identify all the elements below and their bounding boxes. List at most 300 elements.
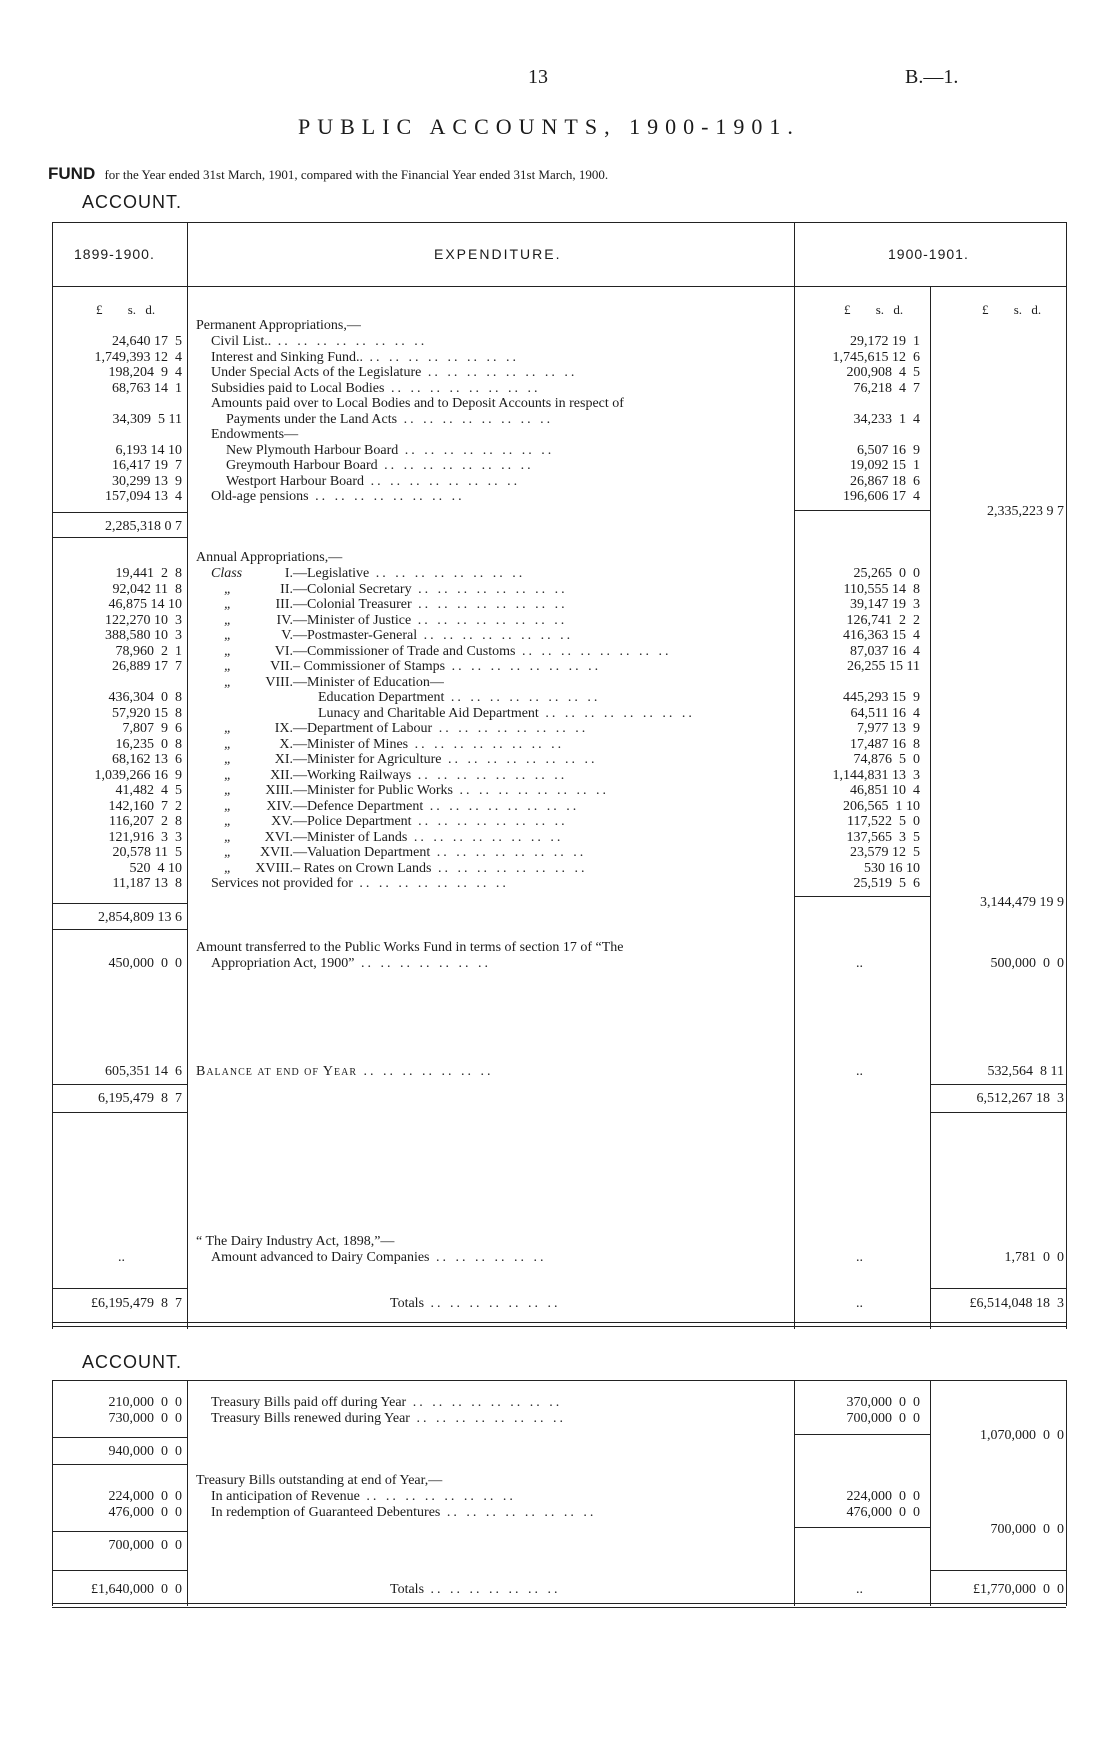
class-mark: „ xyxy=(224,829,232,845)
prev-year-amount: 24,640 17 5 xyxy=(112,334,182,349)
class-number: XII. xyxy=(270,767,293,783)
label-clip xyxy=(0,783,790,799)
label-clip xyxy=(0,1395,790,1411)
row-label-text: —Defence Department xyxy=(293,798,424,814)
label-clip xyxy=(0,582,790,598)
row-label xyxy=(293,752,598,768)
leader-dots: .. .. .. .. .. .. .. xyxy=(424,1296,561,1311)
table-row xyxy=(0,1505,1114,1521)
curr-year-amount: 224,000 0 0 xyxy=(846,1489,920,1504)
label-clip xyxy=(0,690,790,706)
class-number: IX. xyxy=(274,721,293,736)
label-clip xyxy=(0,412,790,428)
class-number: XVII. xyxy=(259,845,293,860)
table-row xyxy=(0,628,1114,644)
prev-year-amount: 68,162 13 6 xyxy=(112,752,182,767)
class-number: XV. xyxy=(271,814,293,829)
totals-row xyxy=(390,1296,561,1312)
prev-year-amount: 57,920 15 8 xyxy=(112,705,182,721)
curr-year-amount: 126,741 2 2 xyxy=(846,612,920,628)
perm-prev-total: 2,285,318 0 7 xyxy=(105,519,182,534)
table-row xyxy=(0,799,1114,815)
account2-label: ACCOUNT. xyxy=(82,1352,183,1372)
totals-curr: £6,514,048 18 3 xyxy=(969,1296,1064,1311)
row-label-text: Greymouth Harbour Board xyxy=(226,458,378,473)
curr-year-amount: 76,218 4 7 xyxy=(853,380,920,396)
prev-year-amount: 1,749,393 12 4 xyxy=(94,349,182,365)
annual-total-rule xyxy=(52,929,187,930)
annual-prev-rule xyxy=(52,903,187,904)
label-clip xyxy=(0,861,790,877)
row-label-text: —Minister of Justice xyxy=(293,612,412,628)
leader-dots: .. .. .. .. .. .. .. .. xyxy=(359,1489,516,1504)
curr-year-amount: 137,565 3 5 xyxy=(846,829,920,845)
prev-year-amount: 34,309 5 11 xyxy=(112,411,182,427)
table-row xyxy=(0,768,1114,784)
row-label-text: —Minister of Mines xyxy=(293,736,409,752)
leader-dots: .. .. .. .. .. .. .. .. xyxy=(515,643,672,659)
totals-curr-mid: .. xyxy=(856,1296,863,1311)
leader-dots: .. .. .. .. .. .. .. .. xyxy=(432,721,589,736)
label-clip xyxy=(0,768,790,784)
leader-dots: .. .. .. .. .. .. .. xyxy=(357,1064,494,1079)
leader-dots: .. .. .. .. .. .. .. .. xyxy=(538,705,695,721)
curr-year-amount: 64,511 16 4 xyxy=(850,705,920,721)
row-label-text: Amounts paid over to Local Bodies and to Deposit Accounts in respect of xyxy=(211,396,624,411)
class-mark: Class xyxy=(211,566,243,581)
acc2-sub2-prev: 700,000 0 0 xyxy=(108,1538,182,1553)
leader-dots: .. .. .. .. .. .. .. .. xyxy=(411,581,568,597)
prev-year-amount: 520 4 10 xyxy=(129,860,182,876)
row-label xyxy=(293,721,588,737)
curr-year-amount: 29,172 19 1 xyxy=(850,334,920,349)
perm-curr-rule xyxy=(794,510,930,511)
prev-year-amount: 6,193 14 10 xyxy=(115,442,182,458)
prev-year-amount: 122,270 10 3 xyxy=(105,612,182,628)
row-label-text: Subsidies paid to Local Bodies xyxy=(211,380,385,396)
unit-pound: £ xyxy=(96,302,103,317)
leader-dots: .. .. .. .. .. .. .. xyxy=(354,956,491,971)
row-label xyxy=(211,1411,566,1427)
table-row xyxy=(0,582,1114,598)
class-mark: „ xyxy=(224,860,232,876)
curr-year-amount: 196,606 17 4 xyxy=(843,489,920,504)
transfer-line1: Amount transferred to the Public Works Fund in terms of section 17 of “The xyxy=(196,940,624,955)
row-label xyxy=(226,412,553,428)
table-row xyxy=(0,830,1114,846)
dairy-curr-mid: .. xyxy=(856,1250,863,1265)
account2-top-rule xyxy=(52,1380,1066,1381)
transfer-curr: 500,000 0 0 xyxy=(990,956,1064,971)
leader-dots: .. .. .. .. .. .. .. .. xyxy=(431,860,588,876)
acc2-sub1-curr: 1,070,000 0 0 xyxy=(980,1428,1064,1443)
table-row xyxy=(0,597,1114,613)
account2-rows2 xyxy=(0,1489,1114,1523)
row-label xyxy=(293,799,579,815)
class-mark: „ xyxy=(224,659,232,674)
curr-year-amount: 26,867 18 6 xyxy=(850,473,920,489)
perm-prev-rule xyxy=(52,512,187,513)
leader-dots: .. .. .. .. .. .. .. .. xyxy=(430,845,587,860)
row-label xyxy=(293,768,567,784)
prev-year-amount: 436,304 0 8 xyxy=(108,690,182,705)
row-label-text: —Police Department xyxy=(293,814,412,829)
row-label-text: Treasury Bills paid off during Year xyxy=(211,1395,407,1410)
label-clip xyxy=(0,597,790,613)
class-mark: „ xyxy=(224,628,232,643)
label-clip xyxy=(0,1505,790,1521)
curr-year-amount: 117,522 5 0 xyxy=(847,814,920,829)
row-label xyxy=(293,597,568,613)
leader-dots: .. .. .. .. .. .. .. .. xyxy=(453,783,609,798)
row-label-text: —Minister of Education— xyxy=(293,674,444,690)
row-label xyxy=(293,644,671,660)
leader-dots: .. .. .. .. .. .. .. .. xyxy=(384,380,541,396)
leader-dots: .. .. .. .. .. .. .. .. xyxy=(408,736,565,752)
table-row xyxy=(0,861,1114,877)
transfer-line2-text: Appropriation Act, 1900” xyxy=(211,956,355,971)
col-header-prev-year: 1899-1900. xyxy=(74,246,155,262)
leader-dots: .. .. .. .. .. .. .. .. xyxy=(421,365,578,380)
row-label xyxy=(211,396,624,412)
curr-year-amount: 25,519 5 6 xyxy=(853,876,920,891)
prev-year-amount: 157,094 13 4 xyxy=(105,489,182,504)
leader-dots: .. .. .. .. .. .. .. .. xyxy=(411,597,568,612)
row-label-text: —Minister for Agriculture xyxy=(293,752,442,767)
prev-year-amount: 210,000 0 0 xyxy=(108,1395,182,1410)
curr-year-amount: 200,908 4 5 xyxy=(846,365,920,380)
class-mark: „ xyxy=(224,814,232,829)
label-clip xyxy=(0,814,790,830)
col-header-curr-year: 1900-1901. xyxy=(888,246,969,262)
leader-dots: .. .. .. .. .. .. .. .. xyxy=(445,659,602,674)
table-row xyxy=(0,566,1114,582)
table-row xyxy=(0,381,1114,397)
leader-dots: .. .. .. .. .. .. .. .. xyxy=(308,489,465,504)
row-label xyxy=(293,659,601,675)
prev-year-amount: 68,763 14 1 xyxy=(112,380,182,396)
label-clip xyxy=(0,489,790,505)
table-row xyxy=(0,675,1114,691)
acc2-sub2-rule-curr xyxy=(794,1527,930,1528)
row-label xyxy=(318,706,695,722)
table-row xyxy=(0,365,1114,381)
balance-label: Balance at end of Year xyxy=(196,1064,358,1079)
table-row xyxy=(0,334,1114,350)
annual-curr-rule xyxy=(794,896,930,897)
table-row xyxy=(0,1489,1114,1505)
class-number: VII. xyxy=(270,659,293,674)
label-clip xyxy=(0,876,790,892)
class-mark: „ xyxy=(224,845,232,860)
label-clip xyxy=(0,644,790,660)
transfer-curr-mid: .. xyxy=(856,956,863,971)
unit-shilling: s. xyxy=(1013,302,1023,317)
fund-word: FUND xyxy=(48,164,96,183)
unit-pence: d. xyxy=(893,302,904,317)
class-mark: „ xyxy=(224,674,232,690)
class-mark: „ xyxy=(224,581,232,597)
acc2-sub1-rule-curr xyxy=(794,1434,930,1435)
table-row xyxy=(0,1395,1114,1411)
subtotal-top-rule-curr xyxy=(930,1084,1066,1085)
subtotal-curr: 6,512,267 18 3 xyxy=(976,1091,1064,1106)
row-label-text: New Plymouth Harbour Board xyxy=(226,442,399,458)
row-label xyxy=(293,675,444,691)
class-mark: „ xyxy=(224,612,232,628)
leader-dots: .. .. .. .. .. .. .. .. xyxy=(407,829,564,845)
balance-row xyxy=(196,1064,494,1080)
row-label-text: – Commissioner of Stamps xyxy=(293,659,446,674)
row-label xyxy=(293,861,587,877)
row-label xyxy=(211,381,540,397)
row-label xyxy=(293,566,525,582)
row-label-text: —Department of Labour xyxy=(293,721,433,736)
table-row xyxy=(0,721,1114,737)
class-mark: „ xyxy=(224,643,232,659)
curr-year-amount: 25,265 0 0 xyxy=(853,566,920,581)
unit-shilling: s. xyxy=(875,302,885,317)
class-number: XI. xyxy=(274,752,293,767)
acc2-totals-top-rule-curr xyxy=(930,1570,1066,1571)
prev-year-amount: 121,916 3 3 xyxy=(108,829,182,845)
class-number: XVI. xyxy=(264,829,293,845)
row-label xyxy=(211,427,298,443)
class-mark: „ xyxy=(224,721,232,736)
curr-year-amount: 7,977 13 9 xyxy=(857,721,920,736)
row-label-text: —Commissioner of Trade and Customs xyxy=(293,643,516,659)
permanent-rows xyxy=(0,334,1114,514)
label-clip xyxy=(0,458,790,474)
subtotal-prev: 6,195,479 8 7 xyxy=(98,1091,182,1106)
header-bottom-rule xyxy=(52,286,1066,287)
table-row xyxy=(0,474,1114,490)
row-label xyxy=(211,350,519,366)
prev-year-amount: 19,441 2 8 xyxy=(115,566,182,581)
prev-year-amount: 198,204 9 4 xyxy=(108,365,182,380)
acc2-totals-top-rule-prev xyxy=(52,1570,187,1571)
row-label xyxy=(293,814,568,830)
row-label-text: Old-age pensions xyxy=(211,489,309,504)
class-mark: „ xyxy=(224,767,232,783)
label-clip xyxy=(0,443,790,459)
leader-dots: .. .. .. .. .. .. .. .. xyxy=(411,767,568,783)
row-label xyxy=(293,830,563,846)
row-label xyxy=(293,783,609,799)
table-row xyxy=(0,489,1114,505)
leader-dots: .. .. .. .. .. .. .. .. xyxy=(406,1395,563,1410)
label-clip xyxy=(0,1411,790,1427)
table-row xyxy=(0,350,1114,366)
table-row xyxy=(0,458,1114,474)
row-label-text: —Colonial Treasurer xyxy=(293,597,412,612)
label-clip xyxy=(0,799,790,815)
label-clip xyxy=(0,752,790,768)
dairy-prev: .. xyxy=(118,1250,125,1265)
page-number: 13 xyxy=(528,66,548,88)
class-number: VIII. xyxy=(265,674,293,690)
row-label-text: Payments under the Land Acts xyxy=(226,411,398,427)
prev-year-amount: 116,207 2 8 xyxy=(109,814,182,829)
class-mark: „ xyxy=(224,752,232,767)
row-label xyxy=(293,737,564,753)
row-label-text: Interest and Sinking Fund.. xyxy=(211,349,364,365)
acc2-totals-curr: £1,770,000 0 0 xyxy=(973,1582,1064,1597)
acc2-heading2: Treasury Bills outstanding at end of Year,— xyxy=(196,1473,443,1488)
table-row xyxy=(0,659,1114,675)
totals-double-rule xyxy=(52,1322,1066,1327)
acc2-sub1-bottom-rule xyxy=(52,1464,187,1465)
page-title: PUBLIC ACCOUNTS, 1900-1901. xyxy=(298,114,800,139)
table-row xyxy=(0,690,1114,706)
row-label-text: Under Special Acts of the Legislature xyxy=(211,365,422,380)
curr-year-amount: 370,000 0 0 xyxy=(846,1395,920,1410)
acc2-sub2-rule-prev xyxy=(52,1531,187,1532)
curr-year-amount: 46,851 10 4 xyxy=(850,783,920,798)
row-label-text: In redemption of Guaranteed Debentures xyxy=(211,1504,441,1520)
page-reference: B.—1. xyxy=(905,66,959,88)
annual-prev-total: 2,854,809 13 6 xyxy=(98,910,182,925)
row-label-text: —Working Railways xyxy=(293,767,412,783)
row-label xyxy=(211,489,465,505)
leader-dots: .. .. .. .. .. .. .. .. xyxy=(397,411,554,427)
label-clip xyxy=(0,845,790,861)
label-clip xyxy=(0,365,790,381)
curr-year-amount: 700,000 0 0 xyxy=(846,1410,920,1426)
account-label: ACCOUNT. xyxy=(82,192,183,212)
curr-year-amount: 6,507 16 9 xyxy=(857,442,920,458)
subtotal-bottom-rule-prev xyxy=(52,1112,187,1113)
class-number: III. xyxy=(275,597,293,612)
curr-year-amount: 206,565 1 10 xyxy=(843,798,920,814)
account2-rows1 xyxy=(0,1395,1114,1429)
prev-year-amount: 142,160 7 2 xyxy=(108,798,182,814)
dairy-line2 xyxy=(211,1250,547,1266)
label-clip xyxy=(0,628,790,644)
class-number: X. xyxy=(279,736,293,752)
curr-year-amount: 17,487 16 8 xyxy=(850,736,920,752)
leader-dots: .. .. .. .. .. .. .. .. xyxy=(352,876,509,891)
label-clip xyxy=(0,659,790,675)
row-label xyxy=(211,1505,596,1521)
prev-year-amount: 20,578 11 5 xyxy=(112,845,182,860)
leader-dots: .. .. .. .. .. .. .. .. xyxy=(409,1410,566,1426)
leader-dots: .. .. .. .. .. .. .. .. xyxy=(417,628,574,643)
leader-dots: .. .. .. .. .. .. .. .. xyxy=(271,334,428,349)
unit-row-curr xyxy=(844,302,903,318)
curr-year-amount: 34,233 1 4 xyxy=(853,411,920,427)
dairy-line2-text: Amount advanced to Dairy Companies xyxy=(211,1250,430,1265)
class-number: VI. xyxy=(274,643,293,659)
fund-description: for the Year ended 31st March, 1901, compared with the Financial Year ended 31st March, 1900. xyxy=(104,167,609,182)
leader-dots: .. .. .. .. .. .. .. .. xyxy=(411,612,568,628)
balance-curr-mid: .. xyxy=(856,1064,863,1079)
acc2-totals-prev: £1,640,000 0 0 xyxy=(91,1582,182,1597)
row-label-text: Endowments— xyxy=(211,427,299,442)
row-label xyxy=(226,458,534,474)
curr-year-amount: 26,255 15 11 xyxy=(847,659,920,674)
row-label-text: —Colonial Secretary xyxy=(293,581,412,597)
row-label xyxy=(226,443,554,459)
annual-rows xyxy=(0,566,1114,896)
label-clip xyxy=(0,396,790,412)
row-label xyxy=(211,334,427,350)
acc2-sub1-prev: 940,000 0 0 xyxy=(108,1444,182,1459)
label-clip xyxy=(0,706,790,722)
class-number: I. xyxy=(284,566,293,581)
table-row xyxy=(0,845,1114,861)
curr-year-amount: 19,092 15 1 xyxy=(850,458,920,473)
balance-curr: 532,564 8 11 xyxy=(987,1064,1064,1079)
col-header-expenditure: EXPENDITURE. xyxy=(434,246,562,262)
perm-total-rule xyxy=(52,537,187,538)
class-number: XIV. xyxy=(266,798,293,814)
leader-dots: .. .. .. .. .. .. .. .. xyxy=(377,458,534,473)
totals-top-rule-curr xyxy=(930,1288,1066,1289)
curr-year-amount: 1,745,615 12 6 xyxy=(832,349,920,365)
class-mark: „ xyxy=(224,736,232,752)
prev-year-amount: 16,417 19 7 xyxy=(112,458,182,473)
leader-dots: .. .. .. .. .. .. .. .. xyxy=(444,690,601,705)
label-clip xyxy=(0,1489,790,1505)
curr-year-amount: 23,579 12 5 xyxy=(850,845,920,860)
prev-year-amount: 11,187 13 8 xyxy=(112,876,182,891)
curr-year-amount: 39,147 19 3 xyxy=(850,597,920,612)
table-row xyxy=(0,706,1114,722)
table-row xyxy=(0,814,1114,830)
prev-year-amount: 92,042 11 8 xyxy=(112,581,182,597)
leader-dots: .. .. .. .. .. .. .. .. xyxy=(364,473,521,489)
table-row xyxy=(0,443,1114,459)
permanent-heading: Permanent Appropriations,— xyxy=(196,318,361,333)
subtotal-bottom-rule-curr xyxy=(930,1112,1066,1113)
table-row xyxy=(0,737,1114,753)
unit-pound: £ xyxy=(844,302,851,317)
row-label xyxy=(211,876,509,892)
transfer-line2 xyxy=(211,956,491,972)
leader-dots: .. .. .. .. .. .. .. .. xyxy=(398,442,555,458)
row-label-text: Education Department xyxy=(318,690,445,705)
label-clip xyxy=(0,675,790,691)
label-clip xyxy=(0,830,790,846)
totals-label: Totals xyxy=(390,1296,425,1311)
row-label-text: Treasury Bills renewed during Year xyxy=(211,1410,410,1426)
class-mark: „ xyxy=(224,783,232,798)
curr-year-amount: 1,144,831 13 3 xyxy=(832,767,920,783)
row-label xyxy=(211,1489,516,1505)
table-row xyxy=(0,412,1114,428)
subtotal-top-rule-prev xyxy=(52,1084,187,1085)
row-label-text: —Postmaster-General xyxy=(293,628,418,643)
label-clip xyxy=(0,350,790,366)
table-top-rule xyxy=(52,222,1066,223)
row-label-text: Services not provided for xyxy=(211,876,353,891)
acc2-totals-mid: .. xyxy=(856,1582,863,1597)
prev-year-amount: 7,807 9 6 xyxy=(122,721,182,736)
unit-row-prev xyxy=(96,302,155,318)
class-mark: „ xyxy=(224,798,232,814)
prev-year-amount: 224,000 0 0 xyxy=(108,1489,182,1504)
prev-year-amount: 476,000 0 0 xyxy=(108,1504,182,1520)
prev-year-amount: 46,875 14 10 xyxy=(108,597,182,612)
prev-year-amount: 16,235 0 8 xyxy=(115,736,182,752)
curr-year-amount: 476,000 0 0 xyxy=(846,1504,920,1520)
row-label-text: —Legislative xyxy=(293,566,370,581)
leader-dots: .. .. .. .. .. .. .. xyxy=(424,1582,561,1597)
acc2-sub1-rule-prev xyxy=(52,1437,187,1438)
unit-shilling: s. xyxy=(127,302,137,317)
prev-year-amount: 388,580 10 3 xyxy=(105,628,182,643)
